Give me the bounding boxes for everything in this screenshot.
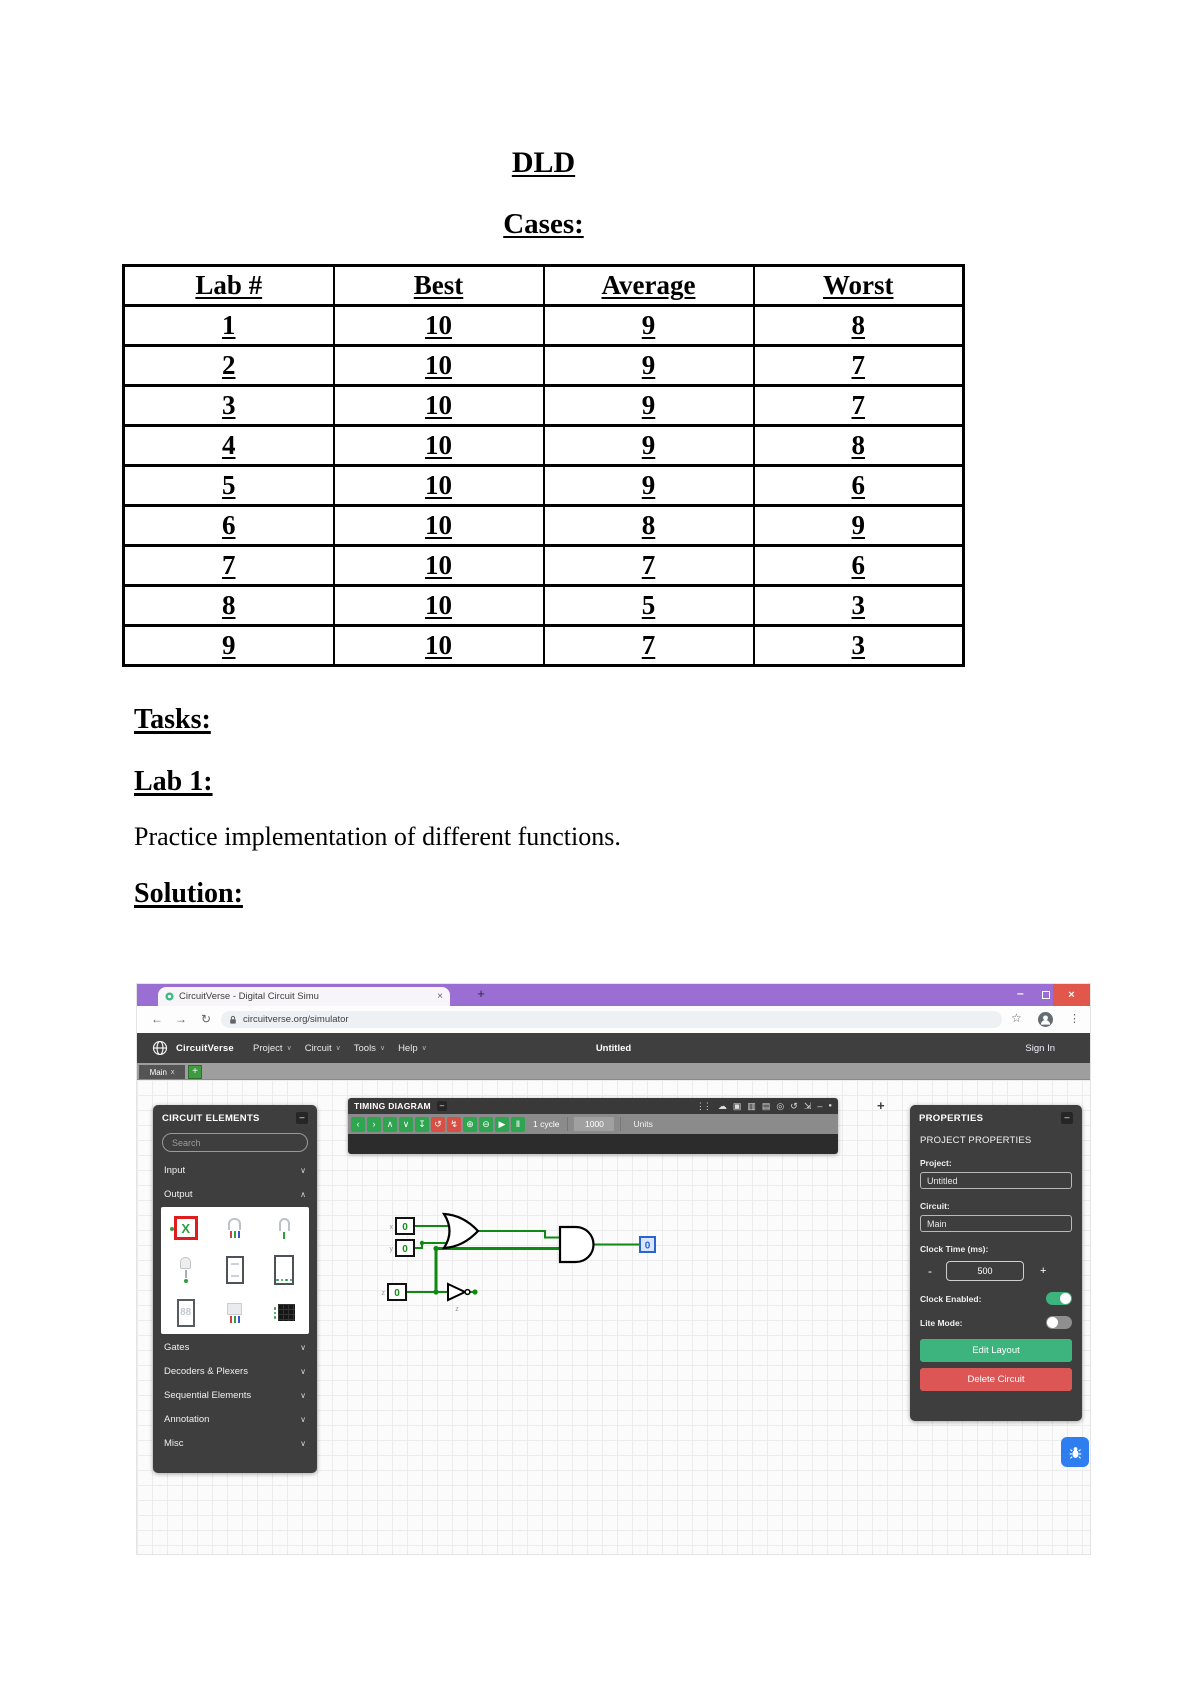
svg-text:z: z — [455, 1306, 459, 1313]
svg-text:0: 0 — [402, 1222, 408, 1233]
elements-panel-header — [153, 1105, 317, 1131]
circuit-label: Circuit: — [920, 1201, 950, 1211]
bug-icon — [1068, 1445, 1083, 1460]
clock-enabled-toggle[interactable] — [1046, 1292, 1072, 1305]
scroll-left-button[interactable]: ‹ — [351, 1117, 365, 1132]
table-cell: 9 — [544, 306, 754, 346]
table-cell: 9 — [544, 466, 754, 506]
section-misc[interactable]: Misc ∨ — [164, 1437, 306, 1449]
chevron-down-icon: ∨ — [335, 1045, 341, 1052]
rgb-led-icon[interactable] — [228, 1218, 241, 1238]
project-label: Project: — [920, 1158, 952, 1168]
table-cell: 8 — [754, 426, 964, 466]
url-field[interactable] — [221, 1011, 1002, 1028]
chevron-down-icon: ∨ — [379, 1045, 386, 1052]
lamp-icon[interactable] — [180, 1257, 191, 1283]
lab1-heading: Lab 1: — [134, 766, 213, 797]
cycle-value-field[interactable]: 1000 — [574, 1117, 614, 1131]
properties-panel-header — [910, 1105, 1082, 1131]
chevron-down-icon: ∨ — [300, 1414, 306, 1424]
circuitverse-favicon-icon — [165, 992, 174, 1001]
elements-panel-title: CIRCUIT ELEMENTS — [162, 1112, 260, 1124]
table-cell: 4 — [124, 426, 334, 466]
tasks-heading: Tasks: — [134, 704, 211, 735]
table-header-cell: Best — [334, 266, 544, 306]
svg-text:0: 0 — [394, 1288, 400, 1299]
save-icon[interactable]: ▣ — [732, 1101, 742, 1111]
table-cell: 10 — [334, 306, 544, 346]
square-rgb-led-icon[interactable] — [227, 1303, 242, 1323]
table-cell: 9 — [544, 386, 754, 426]
browser-tab-title: CircuitVerse - Digital Circuit Simu — [179, 991, 319, 1002]
element-search-input[interactable] — [162, 1133, 308, 1152]
profile-avatar[interactable] — [1038, 1012, 1053, 1027]
table-cell: 1 — [124, 306, 334, 346]
drag-grip-icon[interactable]: ⋮⋮ — [695, 1101, 710, 1111]
brand-name: CircuitVerse — [176, 1043, 234, 1054]
window-close-button[interactable]: × — [1053, 984, 1090, 1006]
chevron-down-icon: ∨ — [300, 1165, 306, 1175]
project-title: Untitled — [595, 1042, 632, 1054]
seven-segment-display-icon[interactable] — [226, 1256, 244, 1284]
table-cell: 5 — [124, 466, 334, 506]
table-cell: 8 — [544, 506, 754, 546]
circuitverse-logo-icon — [152, 1040, 168, 1061]
lite-mode-label: Lite Mode: — [920, 1317, 963, 1328]
chevron-down-icon: ∨ — [300, 1438, 306, 1448]
restore-icon[interactable]: ↺ — [790, 1101, 798, 1111]
table-cell: 2 — [124, 346, 334, 386]
cases-heading: Cases: — [503, 208, 584, 240]
chevron-down-icon: ∨ — [300, 1390, 306, 1400]
table-cell: 6 — [754, 546, 964, 586]
table-cell: 3 — [754, 586, 964, 626]
stepper-minus-button[interactable]: - — [928, 1264, 932, 1278]
table-cell: 10 — [334, 586, 544, 626]
svg-text:0: 0 — [644, 1240, 651, 1252]
lite-mode-row — [920, 1316, 1072, 1329]
table-cell: 10 — [334, 466, 544, 506]
browser-tab[interactable] — [158, 987, 450, 1006]
clock-time-stepper — [920, 1261, 1072, 1281]
output-elements-grid — [161, 1207, 309, 1334]
move-up-button[interactable]: ∧ — [383, 1117, 397, 1132]
lock-icon — [229, 1015, 237, 1025]
table-row — [124, 386, 964, 426]
table-cell: 6 — [124, 506, 334, 546]
input-y[interactable] — [390, 1240, 415, 1256]
clear-button[interactable]: ↯ — [447, 1117, 461, 1132]
table-cell: 10 — [334, 426, 544, 466]
browser-menu-icon[interactable]: ⋮ — [1069, 1013, 1079, 1025]
lab1-description: Practice implementation of different functions. — [134, 822, 621, 851]
table-cell: 6 — [754, 466, 964, 506]
table-cell: 10 — [334, 346, 544, 386]
panel-minimize-icon[interactable]: – — [437, 1101, 447, 1111]
menu-tools[interactable]: Tools ∨ — [353, 1042, 386, 1054]
table-cell: 7 — [124, 546, 334, 586]
copy-icon[interactable]: ▥ — [747, 1101, 756, 1111]
navbar-menus — [253, 1033, 427, 1063]
led-icon[interactable] — [279, 1218, 290, 1239]
led-matrix-icon[interactable] — [274, 1304, 296, 1321]
table-cell: 8 — [124, 586, 334, 626]
table-cell: 9 — [544, 426, 754, 466]
zoom-in-button[interactable]: ⊕ — [463, 1117, 477, 1132]
table-header-cell: Lab # — [124, 266, 334, 306]
reload-icon[interactable]: ↻ — [201, 1012, 212, 1026]
timing-diagram-plot-area — [348, 1134, 838, 1154]
svg-text:0: 0 — [402, 1244, 408, 1255]
timing-diagram-header — [348, 1098, 838, 1114]
circuit-tab-strip — [137, 1063, 1090, 1080]
close-icon[interactable]: x — [170, 1068, 175, 1076]
timing-diagram-title: TIMING DIAGRAM — [354, 1101, 431, 1111]
input-x[interactable] — [390, 1218, 415, 1234]
and-gate[interactable] — [560, 1227, 594, 1262]
canvas-zoom-in-icon[interactable]: + — [877, 1098, 885, 1113]
circuit-name-field[interactable] — [920, 1215, 1072, 1232]
table-row — [124, 586, 964, 626]
zoom-out-button[interactable]: ⊖ — [479, 1117, 493, 1132]
move-down-button[interactable]: ∨ — [399, 1117, 413, 1132]
panel-minimize-icon[interactable]: – — [296, 1112, 308, 1124]
menu-circuit[interactable]: Circuit ∨ — [304, 1042, 341, 1054]
doc-title: DLD — [511, 146, 576, 179]
resize-icon[interactable]: ⇲ — [803, 1101, 812, 1111]
table-cell: 9 — [124, 626, 334, 666]
table-row — [124, 346, 964, 386]
project-name-field[interactable] — [920, 1172, 1072, 1189]
new-tab-button[interactable]: + — [477, 986, 485, 1001]
table-cell: 3 — [754, 626, 964, 666]
table-cell: 7 — [544, 626, 754, 666]
report-issue-button[interactable] — [1061, 1437, 1089, 1467]
table-cell: 3 — [124, 386, 334, 426]
bookmark-star-icon[interactable]: ☆ — [1011, 1011, 1022, 1025]
circuit-elements-panel — [153, 1105, 317, 1473]
cases-table — [122, 264, 965, 667]
edit-layout-button[interactable]: Edit Layout — [920, 1339, 1072, 1362]
chevron-down-icon: ∨ — [286, 1045, 292, 1052]
section-annotation[interactable]: Annotation ∨ — [164, 1413, 306, 1425]
table-cell: 10 — [334, 506, 544, 546]
window-maximize-button[interactable] — [1042, 991, 1050, 999]
chevron-down-icon: ∨ — [421, 1045, 427, 1052]
clock-time-label: Clock Time (ms): — [920, 1244, 989, 1254]
browser-addressbar — [137, 1006, 1090, 1033]
download-button[interactable]: ↧ — [415, 1117, 429, 1132]
timing-diagram-toolbar — [348, 1114, 838, 1134]
svg-text:y: y — [389, 1246, 393, 1253]
circuitverse-navbar — [137, 1033, 1090, 1063]
table-cell: 10 — [334, 386, 544, 426]
section-decoders-plexers[interactable]: Decoders & Plexers ∨ — [164, 1365, 306, 1377]
reset-button[interactable]: ↺ — [431, 1117, 445, 1132]
menu-help[interactable]: Help ∨ — [398, 1042, 427, 1054]
scroll-right-button[interactable]: › — [367, 1117, 381, 1132]
or-gate[interactable] — [444, 1214, 478, 1248]
url-text: circuitverse.org/simulator — [243, 1014, 349, 1025]
table-row — [124, 546, 964, 586]
clock-enabled-row — [920, 1292, 1072, 1305]
svg-text:x: x — [389, 1224, 393, 1231]
wire[interactable] — [406, 1226, 640, 1292]
table-cell: 8 — [754, 306, 964, 346]
tab-main-circuit[interactable]: Main x — [139, 1065, 185, 1079]
pause-button[interactable]: Ⅱ — [511, 1117, 525, 1132]
circuitverse-screenshot — [137, 984, 1090, 1554]
table-row — [124, 626, 964, 666]
table-cell: 5 — [544, 586, 754, 626]
not-gate[interactable] — [448, 1284, 470, 1313]
table-cell: 7 — [754, 346, 964, 386]
clock-enabled-label: Clock Enabled: — [920, 1293, 982, 1304]
clock-time-field[interactable] — [946, 1261, 1024, 1281]
table-row — [124, 306, 964, 346]
section-input[interactable]: Input ∨ — [164, 1164, 306, 1176]
cycle-label: 1 cycle — [533, 1119, 560, 1129]
chevron-down-icon: ∨ — [300, 1342, 306, 1352]
delete-circuit-button[interactable]: Delete Circuit — [920, 1368, 1072, 1391]
add-circuit-button[interactable]: + — [188, 1065, 202, 1079]
table-row — [124, 506, 964, 546]
table-cell: 10 — [334, 546, 544, 586]
image-export-icon[interactable]: ▤ — [761, 1101, 771, 1111]
sign-in-link[interactable]: Sign In — [1025, 1043, 1055, 1054]
menu-project[interactable]: Project ∨ — [253, 1042, 292, 1054]
seven-segment-display-alt-icon[interactable] — [274, 1255, 294, 1285]
play-button[interactable]: ▶ — [495, 1117, 509, 1132]
table-header-row — [124, 266, 964, 306]
svg-text:z: z — [381, 1290, 385, 1297]
table-cell: 9 — [544, 346, 754, 386]
table-cell: 7 — [754, 386, 964, 426]
properties-panel — [910, 1105, 1082, 1421]
zoom-slider-dot[interactable]: ● — [828, 1103, 832, 1109]
section-gates[interactable]: Gates ∨ — [164, 1341, 306, 1353]
hex-display-icon[interactable]: 88 — [177, 1299, 195, 1327]
table-row — [124, 466, 964, 506]
lite-mode-toggle[interactable] — [1046, 1316, 1072, 1329]
section-sequential-elements[interactable]: Sequential Elements ∨ — [164, 1389, 306, 1401]
table-header-cell: Average — [544, 266, 754, 306]
timing-diagram-panel — [348, 1098, 838, 1154]
chevron-up-icon: ∧ — [300, 1189, 306, 1199]
forward-icon[interactable]: → — [175, 1012, 187, 1026]
chevron-down-icon: ∨ — [300, 1366, 306, 1376]
stepper-plus-button[interactable]: + — [1040, 1265, 1047, 1277]
simulator-canvas[interactable] — [137, 1080, 1090, 1554]
units-label: Units — [633, 1119, 653, 1129]
tab-close-icon[interactable]: × — [437, 991, 443, 1002]
output-element[interactable] — [640, 1237, 655, 1252]
back-icon[interactable]: ← — [151, 1012, 163, 1026]
table-cell: 7 — [544, 546, 754, 586]
section-output[interactable]: Output ∧ — [164, 1188, 306, 1200]
circuit-drawing — [377, 1210, 667, 1320]
table-row — [124, 426, 964, 466]
output-element-icon[interactable]: X — [174, 1216, 198, 1240]
solution-heading: Solution: — [134, 878, 243, 909]
cloud-upload-icon[interactable]: ☁ — [717, 1101, 727, 1111]
divider — [567, 1117, 568, 1131]
focus-center-icon[interactable]: ◎ — [776, 1101, 785, 1111]
window-minimize-button[interactable]: – — [1017, 986, 1024, 1000]
table-header-cell: Worst — [754, 266, 964, 306]
panel-minimize-icon[interactable]: – — [1061, 1112, 1073, 1124]
input-z[interactable] — [382, 1284, 407, 1300]
browser-titlebar — [137, 984, 1090, 1006]
table-cell: 9 — [754, 506, 964, 546]
table-cell: 10 — [334, 626, 544, 666]
divider — [620, 1117, 621, 1131]
properties-panel-title: PROPERTIES — [919, 1112, 984, 1124]
zoom-out-icon[interactable]: – — [817, 1101, 823, 1111]
project-properties-subtitle: PROJECT PROPERTIES — [920, 1135, 1032, 1146]
